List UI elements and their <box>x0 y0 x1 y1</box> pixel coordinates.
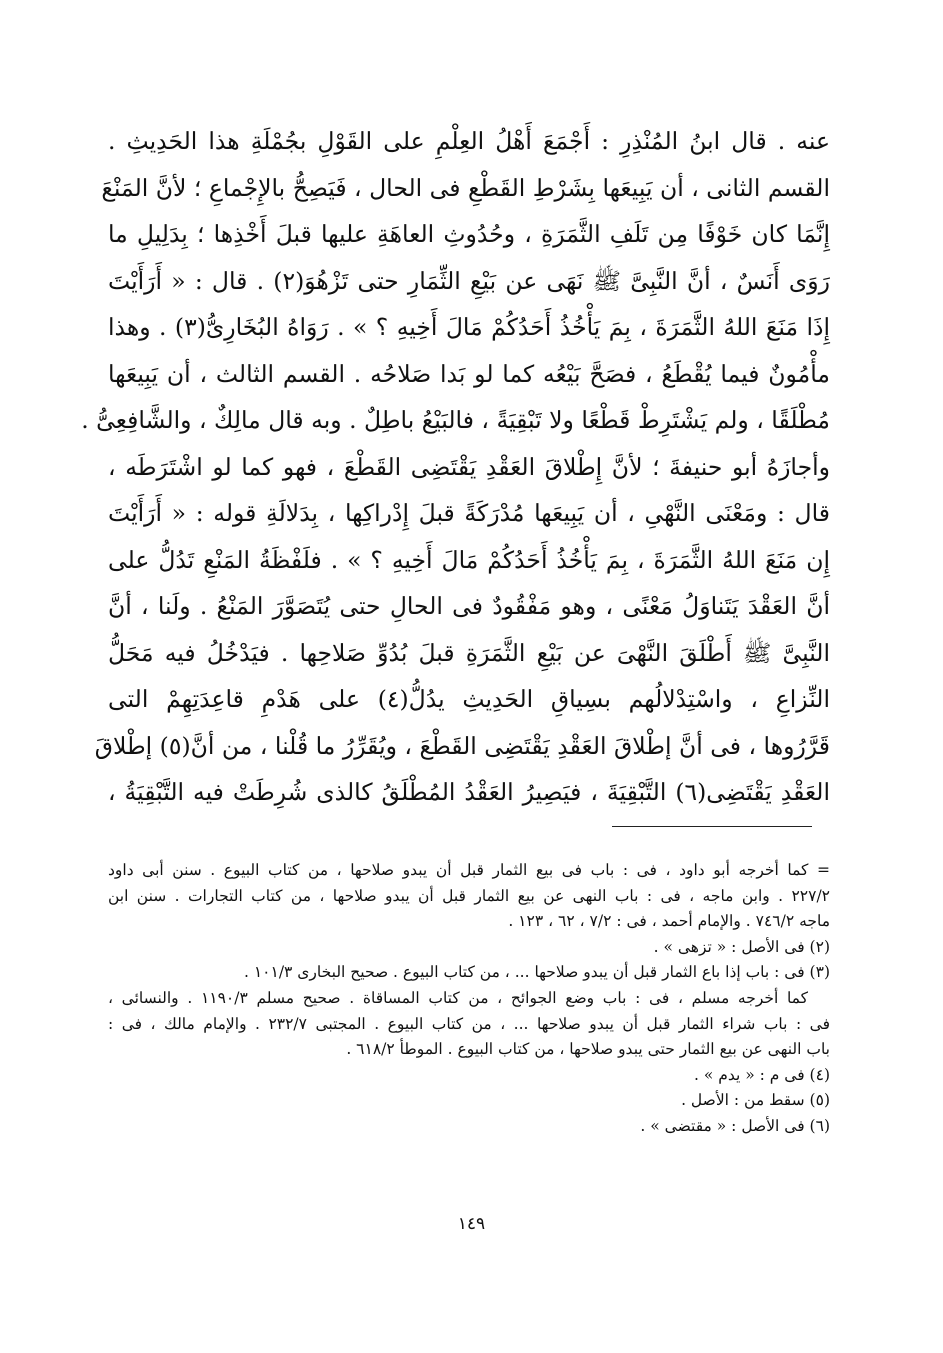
text-line: القسم الثانى ، أن يَبِيعَها بِشَرْطِ القَطْعِ فى الحال ، فَيَصِحُّ بالإِجْماعِ ؛ لأنَّ المَنْعَ <box>101 173 830 202</box>
footnote-line: باب النهى عن بيع الثمار حتى يبدو صلاحها ، من كتاب البيوع . الموطأ ٦١٨/٢ . <box>346 1040 830 1059</box>
footnote-line: (٣) فى : باب إذا باع الثمار قبل أن يبدو صلاحها ... ، من كتاب البيوع . صحيح البخارى ١٠١/٣ . <box>243 963 830 982</box>
footnote-line: (٦) فى الأصل : « مقتضى » . <box>640 1116 830 1135</box>
text-line: النِّزاعِ ، واسْتِدْلالُهم بسِياقِ الحَدِيثِ يدُلُّ(٤) على هَدْمِ قاعِدَتِهِمْ التى <box>108 685 830 713</box>
footnote-line: فى : باب شراء الثمار قبل أن يبدو صلاحها ... ، من كتاب البيوع . المجتبى ٢٣٢/٧ . والإمام مالك ، فى : <box>108 1014 830 1033</box>
text-line: إِن مَنَعَ اللهُ الثَّمَرَةَ ، بِمَ يَأْخُذُ أَحَدُكُمْ مَالَ أَخِيهِ ؟ » . فلَفْظَةُ المَنْعِ تَدُلُّ على <box>108 545 830 574</box>
text-line: مُطْلَقًا ، ولم يَشْتَرِطْ قَطْعًا ولا تَبْقِيَةً ، فالبَيْعُ باطِلٌ . وبه قال مالِكٌ ، والشَّافِعِىُّ . <box>81 406 830 434</box>
text-line: العَقْدِ يَقْتَضِى(٦) التَّبْقِيَةَ ، فيَصِيرُ العَقْدُ المُطْلَقُ كالذى شُرِطَتْ فيه التَّبْقِيَةُ ، <box>108 778 830 806</box>
footnote-line: ماجه ٧٤٦/٢ . والإمام أحمد ، فى : ٧/٢ ، ٦٢ ، ١٢٣ . <box>508 912 830 931</box>
text-line: مأْمُونٌ فيما يُقْطَعُ ، فصَحَّ بَيْعُه كما لو بَدا صَلاحُه . القسم الثالث ، أن يَبِيعَها <box>108 359 830 388</box>
text-line: وأجازَهُ أبو حنيفةَ ؛ لأنَّ إِطْلاقَ العَقْدِ يَقْتَضِى القَطْعَ ، فهو كما لو اشْتَرَطَه ، <box>108 452 830 481</box>
footnote-line: ٢٢٧/٢ . وابن ماجه ، فى : باب النهى عن بيع الثمار قبل أن يبدو صلاحها ، من كتاب التجارات . سنن ابن <box>108 886 830 905</box>
text-line: قال : ومَعْنَى النَّهْىِ ، أن يَبِيعَها مُدْرَكَةً قبلَ إِدْراكِها ، بِدَلالَةِ قوله : « أَرَأَيْتَ <box>108 499 830 527</box>
text-line: عنه . قال ابنُ المُنْذِرِ : أَجْمَعَ أَهْلُ العِلْمِ على القَوْلِ بجُمْلَةِ هذا الحَدِيثِ . <box>108 127 830 155</box>
footnote-line: (٥) سقط من : الأصل . <box>681 1091 830 1110</box>
text-line: قَرَّرُوها ، فى أنَّ إطْلاقَ العَقْدِ يَقْتَضِى القَطْعَ ، ويُقَرِّرُ ما قُلْنا ، من أنَّ(٥) إطْلاقَ <box>94 731 830 760</box>
footnotes <box>108 858 830 1140</box>
text-line: رَوَى أَنَسٌ ، أنَّ النَّبِىَّ ﷺ نَهَى عن بَيْعِ الثِّمَارِ حتى تَزْهُوَ(٢) . قال : « أَرَأَيْتَ <box>108 266 830 295</box>
footnote-line: (٤) فى م : « يدم » . <box>693 1065 830 1084</box>
page-number: ١٤٩ <box>457 1214 486 1234</box>
text-line: أنَّ العَقْدَ يَتَناوَلُ مَعْنًى ، وهو مَفْقُودٌ فى الحالِ حتى يُتَصَوَّرَ المَنْعُ . ولَنا ، أنَّ <box>108 592 830 620</box>
text-line: إِذَا مَنَعَ اللهُ الثَّمَرَةَ ، بِمَ يَأْخُذُ أَحَدُكُمْ مَالَ أَخِيهِ ؟ » . رَوَاهُ البُخَارِىُّ(٣) . وهذا <box>108 313 831 341</box>
text-line: إِنَّمَا كان خَوْفًا مِن تَلَفِ الثَّمَرَةِ ، وحُدُوثِ العاهَةِ عليها قبلَ أَخْذِها ؛ بِدَلِيلِ ما <box>108 220 830 248</box>
text-line: النَّبِىَّ ﷺ أَطْلَقَ النَّهْىَ عن بَيْعِ الثَّمَرَةِ قبلَ بُدُوِّ صَلاحِها . فيَدْخُلُ فيه مَحَلُّ <box>108 638 830 667</box>
footnote-line: = كما أخرجه أبو داود ، فى : باب فى بيع الثمار قبل أن يبدو صلاحها ، من كتاب البيوع . سنن أبى داود <box>108 861 830 879</box>
footnote-divider <box>612 826 812 827</box>
footnote-line: كما أخرجه مسلم ، فى : باب وضع الجوائح ، من كتاب المساقاة . صحيح مسلم ١١٩٠/٣ . والنسائى ، <box>108 988 809 1007</box>
footnote-line: (٢) فى الأصل : « تزهى » . <box>653 937 830 956</box>
main-text <box>81 118 831 816</box>
